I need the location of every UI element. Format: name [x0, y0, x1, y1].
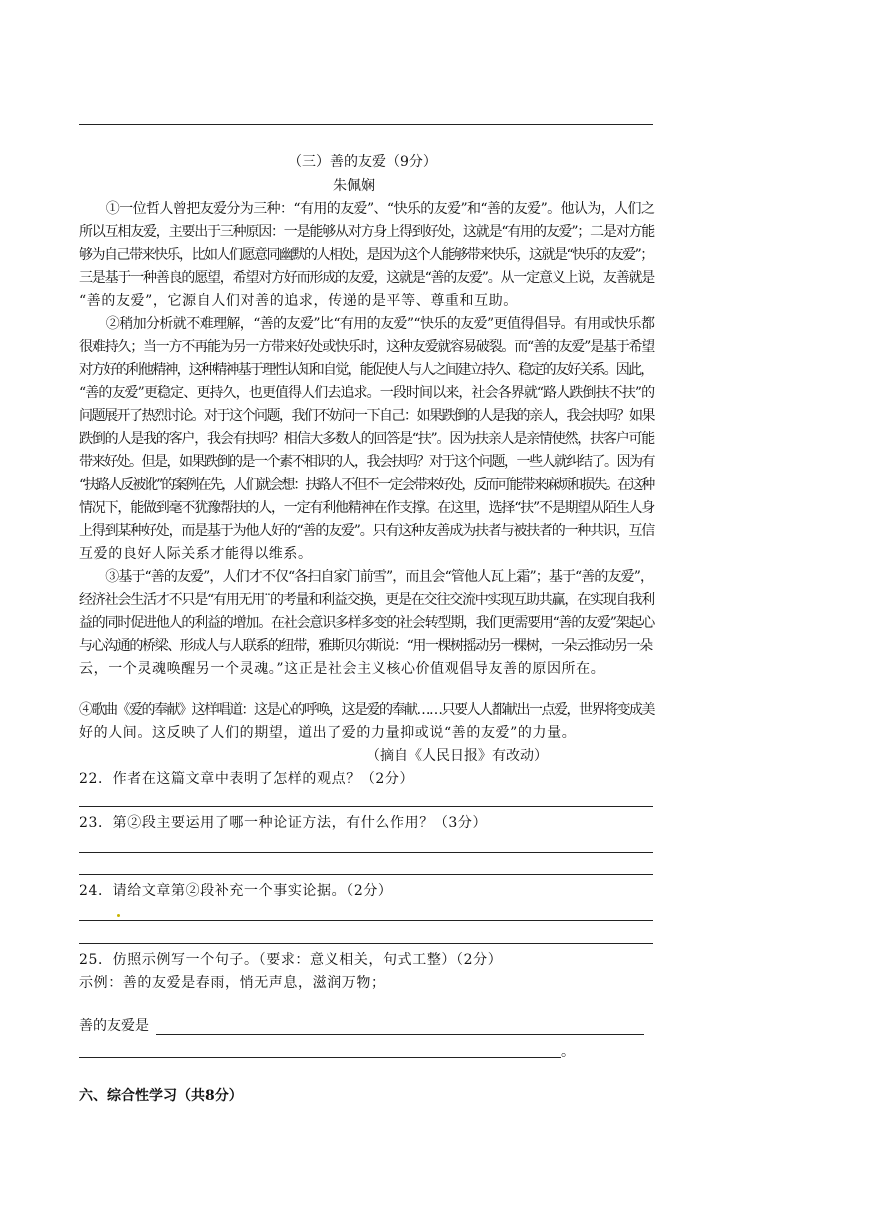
top-answer-line	[79, 124, 653, 125]
answer-line-25a[interactable]	[156, 1034, 644, 1035]
paragraph-2-line: 问题展开了热烈讨论。对于这个问题，我们不妨问一下自己：如果跌倒的人是我的亲人，我会扶吗？如果	[79, 408, 654, 424]
paragraph-2-line: 上得到某种好处，而是基于为他人好的“善的友爱”。只有这种友善成为扶者与被扶者的一种共识，互信	[79, 523, 655, 539]
paragraph-3-line: ③基于“善的友爱”，人们才不仅“各扫自家门前雪”，而且会“管他人瓦上霜”；基于“善的友爱”，	[79, 569, 654, 585]
paragraph-2-line: “善的友爱”更稳定、更持久，也更值得人们去追求。一段时间以来，社会各界就“路人跌倒扶不扶”的	[79, 385, 655, 401]
author-name: 朱佩娴	[333, 178, 375, 194]
paragraph-2-line: 对方好的利他精神，这种精神基于理性认知和自觉，能促使人与人之间建立持久、稳定的友好关系。因此，	[79, 362, 653, 378]
source-note: （摘自《人民日报》有改动）	[366, 748, 548, 764]
question-25-example: 示例：善的友爱是春雨，悄无声息，滋润万物；	[79, 975, 386, 991]
paragraph-1-line: ①一位哲人曾把友爱分为三种：“有用的友爱”、“快乐的友爱”和“善的友爱”。他认为，人们之	[79, 201, 655, 217]
paragraph-2-line: 带来好处。但是，如果跌倒的是一个素不相识的人，我会扶吗？对于这个问题，一些人就纠结了。因为有	[79, 454, 654, 470]
section-6-title: 六、综合性学习（共8分）	[79, 1088, 243, 1104]
paragraph-2-line: 跌倒的人是我的客户，我会有扶吗？相信大多数人的回答是“扶”。因为扶亲人是亲情使然，扶客户可能	[79, 431, 655, 447]
paragraph-2-line: “扶路人反被讹”的案例在先，人们就会想：扶路人不但不一定会带来好处，反而可能带来麻烦和损失。在这种	[79, 477, 654, 493]
paragraph-3-line: 云，一个灵魂唤醒另一个灵魂。”这正是社会主义核心价值观倡导友善的原因所在。	[79, 661, 606, 677]
paragraph-4-line: ④歌曲《爱的奉献》这样唱道：这是心的呼唤，这是爱的奉献……只要人人都献出一点爱，世界将变成美	[79, 702, 654, 718]
paragraph-2-line: 互爱的良好人际关系才能得以维系。	[79, 546, 313, 562]
answer-line-23a[interactable]	[79, 852, 653, 853]
paragraph-1-line: 所以互相友爱，主要出于三种原因：一是能够从对方身上得到好处，这就是“有用的友爱”；二是对方能	[79, 224, 655, 240]
question-24: 24．请给文章第②段补充一个事实论据。（2分）	[79, 883, 393, 899]
paragraph-3-line: 与心沟通的桥梁、形成人与人联系的纽带，雅斯贝尔斯说：“用一棵树摇动另一棵树，一朵云推动另一朵	[79, 638, 652, 654]
question-25-prompt: 善的友爱是	[79, 1018, 149, 1034]
paragraph-2-line: 情况下，能做到毫不犹豫帮扶的人，一定有利他精神在作支撑。在这里，选择“扶”不是期望从陌生人身	[79, 500, 655, 516]
paragraph-1-line: 三是基于一种善良的愿望，希望对方好而形成的友爱，这就是“善的友爱”。从一定意义上说，友善就是	[79, 270, 655, 286]
question-23: 23．第②段主要运用了哪一种论证方法，有什么作用？（3分）	[79, 815, 488, 831]
paragraph-1-line: 够为自己带来快乐，比如人们愿意同幽默的人相处，是因为这个人能够带来快乐，这就是“快乐的友爱”；	[79, 247, 653, 263]
answer-line-24a[interactable]	[79, 920, 653, 921]
question-25-end: 。	[561, 1044, 575, 1060]
paragraph-2-line: ②稍加分析就不难理解，“善的友爱”比“有用的友爱”“快乐的友爱”更值得倡导。有用或快乐都	[79, 316, 655, 332]
answer-line-24b[interactable]	[79, 943, 653, 944]
question-22: 22．作者在这篇文章中表明了怎样的观点？（2分）	[79, 771, 415, 787]
paragraph-3-line: 益的同时促进他人的利益的增加。在社会意识多样多变的社会转型期，我们更需要用“善的友爱”架起心	[79, 615, 655, 631]
paragraph-3-line: 经济社会生活才不只是“有用无用¨的考量和利益交换，更是在交往交流中实现互助共赢，在实现自我利	[79, 592, 654, 608]
question-25: 25．仿照示例写一个句子。（要求：意义相关，句式工整）（2分）	[79, 952, 503, 968]
answer-line-23b[interactable]	[79, 874, 653, 875]
answer-line-25b[interactable]	[79, 1057, 561, 1058]
answer-line-22[interactable]	[79, 806, 653, 807]
paragraph-2-line: 很难持久；当一方不再能为另一方带来好处或快乐时，这种友爱就容易破裂。而“善的友爱”是基于希望	[79, 339, 655, 355]
paragraph-4-line: 好的人间。这反映了人们的期望，道出了爱的力量抑或说“善的友爱”的力量。	[79, 725, 577, 741]
stray-mark	[117, 914, 120, 917]
paragraph-1-line: “善的友爱”，它源自人们对善的追求，传递的是平等、尊重和互助。	[79, 293, 518, 309]
section-title: （三）善的友爱（9分）	[288, 154, 437, 170]
